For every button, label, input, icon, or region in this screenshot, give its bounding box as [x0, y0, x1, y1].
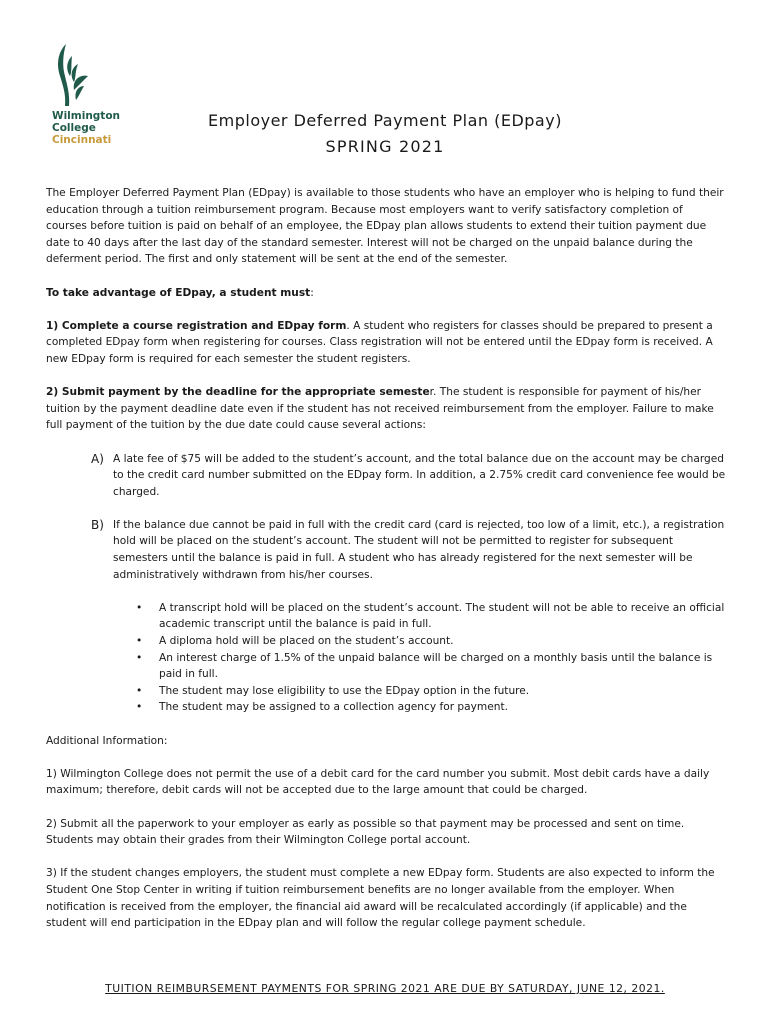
step-1-paragraph: [46, 318, 726, 368]
additional-heading: Additional Information:: [46, 734, 168, 747]
requirements-heading: [46, 285, 726, 302]
additional-item-3: 3) If the student changes employers, the student must complete a new EDpay form. Students are also expected to inform the Student One Stop Center in writing if tuition reimbursement benefits are no longer available from the employer. When notification is received from the employer, the financial aid award will be recalculated accordingly (if applicable) and the student will end participation in the EDpay plan and will follow the regular college payment schedule.: [46, 867, 715, 930]
step-1-text: . A student who registers for classes should be prepared to present a completed EDpay form when registering for courses. Class registration will not be entered until the EDpay form is received. A new EDpay form is required for each semester the student registers.: [46, 319, 713, 365]
list-item: • A transcript hold will be placed on the student’s account. The student will not be able to receive an official academic transcript until the balance is paid in full.: [159, 600, 726, 633]
list-item: • An interest charge of 1.5% of the unpaid balance will be charged on a monthly basis until the balance is paid in full.: [159, 650, 726, 683]
logo-line-college: College: [52, 122, 96, 134]
additional-item-2: 2) Submit all the paperwork to your employer as early as possible so that payment may be processed and sent on time. Students may obtain their grades from their Wilmington College portal account.: [46, 817, 685, 847]
step-2-text: r. The student is responsible for payment of his/her tuition by the payment deadline date even if the student has not received reimbursement from the employer. Failure to make full payment of the tuition by the due date could cause several actions:: [46, 386, 714, 432]
document-title: [0, 108, 770, 160]
action-text: If the balance due cannot be paid in full with the credit card (card is rejected, too low of a limit, etc.), a registration hold will be placed on the student’s account. The student will not be permitted to register for subsequent semesters until the balance is paid in full. A student who has already registered for the next semester will be administratively withdrawn from his/her courses.: [113, 518, 725, 581]
step-2-paragraph: [46, 384, 726, 434]
action-text: A late fee of $75 will be added to the student’s account, and the total balance due on the account may be charged to the credit card number submitted on the EDpay form. In addition, a 2.75% credit card convenience fee would be charged.: [113, 452, 726, 498]
action-item-a: [46, 451, 726, 501]
consequence-list: [46, 600, 726, 716]
quill-flourish-icon: [52, 42, 92, 108]
intro-paragraph: The Employer Deferred Payment Plan (EDpay) is available to those students who have an employer who is helping to fund their education through a tuition reimbursement program. Because most employers want to verify satisfactory completion of courses before tuition is paid on behalf of an employee, the EDpay plan allows students to extend their tuition payment due date to 40 days after the last day of the standard semester. Interest will not be charged on the unpaid balance during the deferment period. The first and only statement will be sent at the end of the semester.: [46, 187, 724, 266]
action-item-b: [46, 517, 726, 583]
requirements-colon: :: [310, 286, 314, 299]
list-item: • The student may lose eligibility to use the EDpay option in the future.: [159, 683, 726, 700]
requirements-heading-text: To take advantage of EDpay, a student must: [46, 286, 311, 299]
document-body: [46, 185, 726, 932]
title-line-1: Employer Deferred Payment Plan (EDpay): [208, 111, 562, 130]
action-marker: A): [91, 451, 104, 466]
list-item: • The student may be assigned to a collection agency for payment.: [159, 699, 726, 716]
step-1-heading: 1) Complete a course registration and EDpay form: [46, 319, 347, 332]
step-2-heading: 2) Submit payment by the deadline for the appropriate semeste: [46, 386, 430, 399]
logo-line-wilmington: Wilmington: [52, 110, 121, 122]
list-item: • A diploma hold will be placed on the student’s account.: [159, 633, 726, 650]
action-marker: B): [91, 517, 104, 532]
additional-item-1: 1) Wilmington College does not permit the use of a debit card for the card number you submit. Most debit cards have a daily maximum; therefore, debit cards will not be accepted due to the large amount that could be charged.: [46, 767, 710, 797]
logo-line-cincinnati: Cincinnati: [52, 134, 112, 146]
title-line-2: SPRING 2021: [325, 137, 445, 156]
deadline-footer: TUITION REIMBURSEMENT PAYMENTS FOR SPRING 2021 ARE DUE BY SATURDAY, JUNE 12, 2021.: [105, 982, 665, 995]
